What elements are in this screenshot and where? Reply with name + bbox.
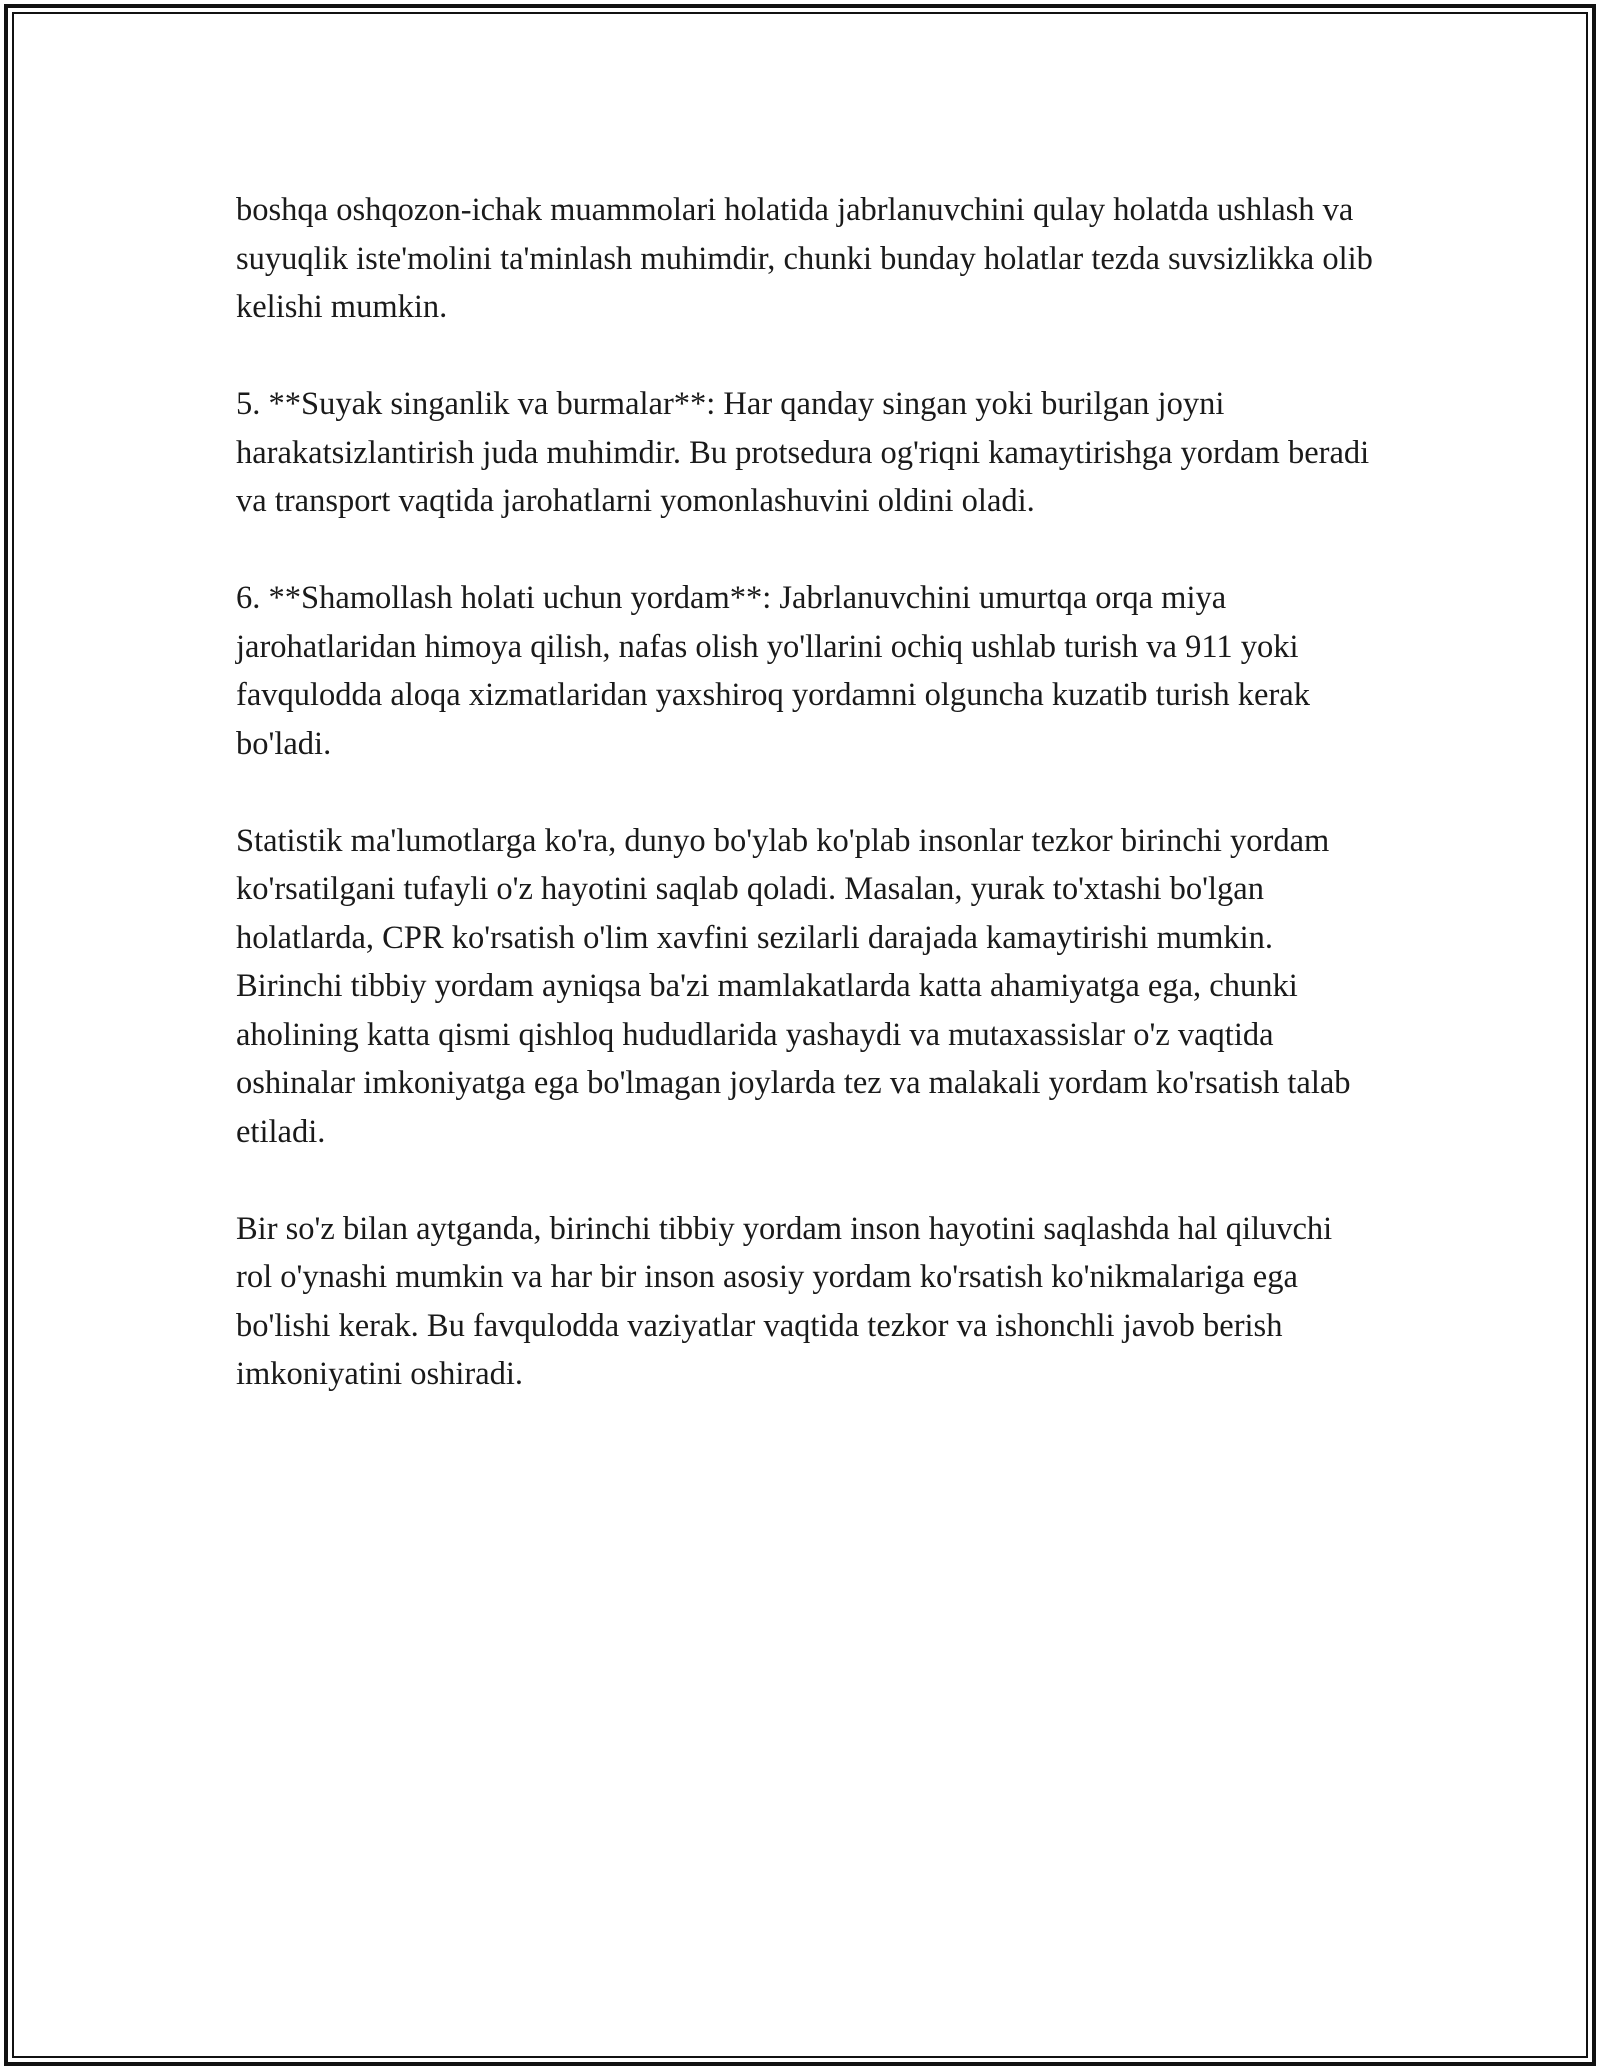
- paragraph-conclusion: Bir so'z bilan aytganda, birinchi tibbiy yordam inson hayotini saqlashda hal qiluvchi rol o'ynashi mumkin va har bir inson asosiy yordam ko'rsatish ko'nikmalariga ega bo'lishi kerak. Bu favqulodda vaziyatlar vaqtida tezkor va ishonchli javob berish imkoniyatini oshiradi.: [236, 1210, 1333, 1392]
- paragraph-item-6: 6. **Shamollash holati uchun yordam**: Jabrlanuvchini umurtqa orqa miya jarohatlaridan himoya qilish, nafas olish yo'llarini ochiq ushlab turish va 911 yoki favqulodda aloqa xizmatlaridan yaxshiroq yordamni olguncha kuzatib turish kerak bo'ladi.: [236, 580, 1310, 762]
- paragraph-item-5: 5. **Suyak singanlik va burmalar**: Har qanday singan yoki burilgan joyni harakatsizlantirish juda muhimdir. Bu protsedura og'riqni kamaytirishga yordam beradi va transport vaqtida jarohatlarni yomonlashuvini oldini oladi.: [236, 386, 1370, 519]
- paragraph-statistics: Statistik ma'lumotlarga ko'ra, dunyo bo'ylab ko'plab insonlar tezkor birinchi yordam ko'rsatilgani tufayli o'z hayotini saqlab qoladi. Masalan, yurak to'xtashi bo'lgan holatlarda, CPR ko'rsatish o'lim xavfini sezilarli darajada kamaytirishi mumkin. Birinchi tibbiy yordam ayniqsa ba'zi mamlakatlarda katta ahamiyatga ega, chunki aholining katta qismi qishloq hududlarida yashaydi va mutaxassislar o'z vaqtida oshinalar imkoniyatga ega bo'lmagan joylarda tez va malakali yordam ko'rsatish talab etiladi.: [236, 822, 1351, 1150]
- document-body: [236, 186, 1376, 1447]
- paragraph-continuation: boshqa oshqozon-ichak muammolari holatida jabrlanuvchini qulay holatda ushlash va suyuqlik iste'molini ta'minlash muhimdir, chunki bunday holatlar tezda suvsizlikka olib kelishi mumkin.: [236, 192, 1373, 325]
